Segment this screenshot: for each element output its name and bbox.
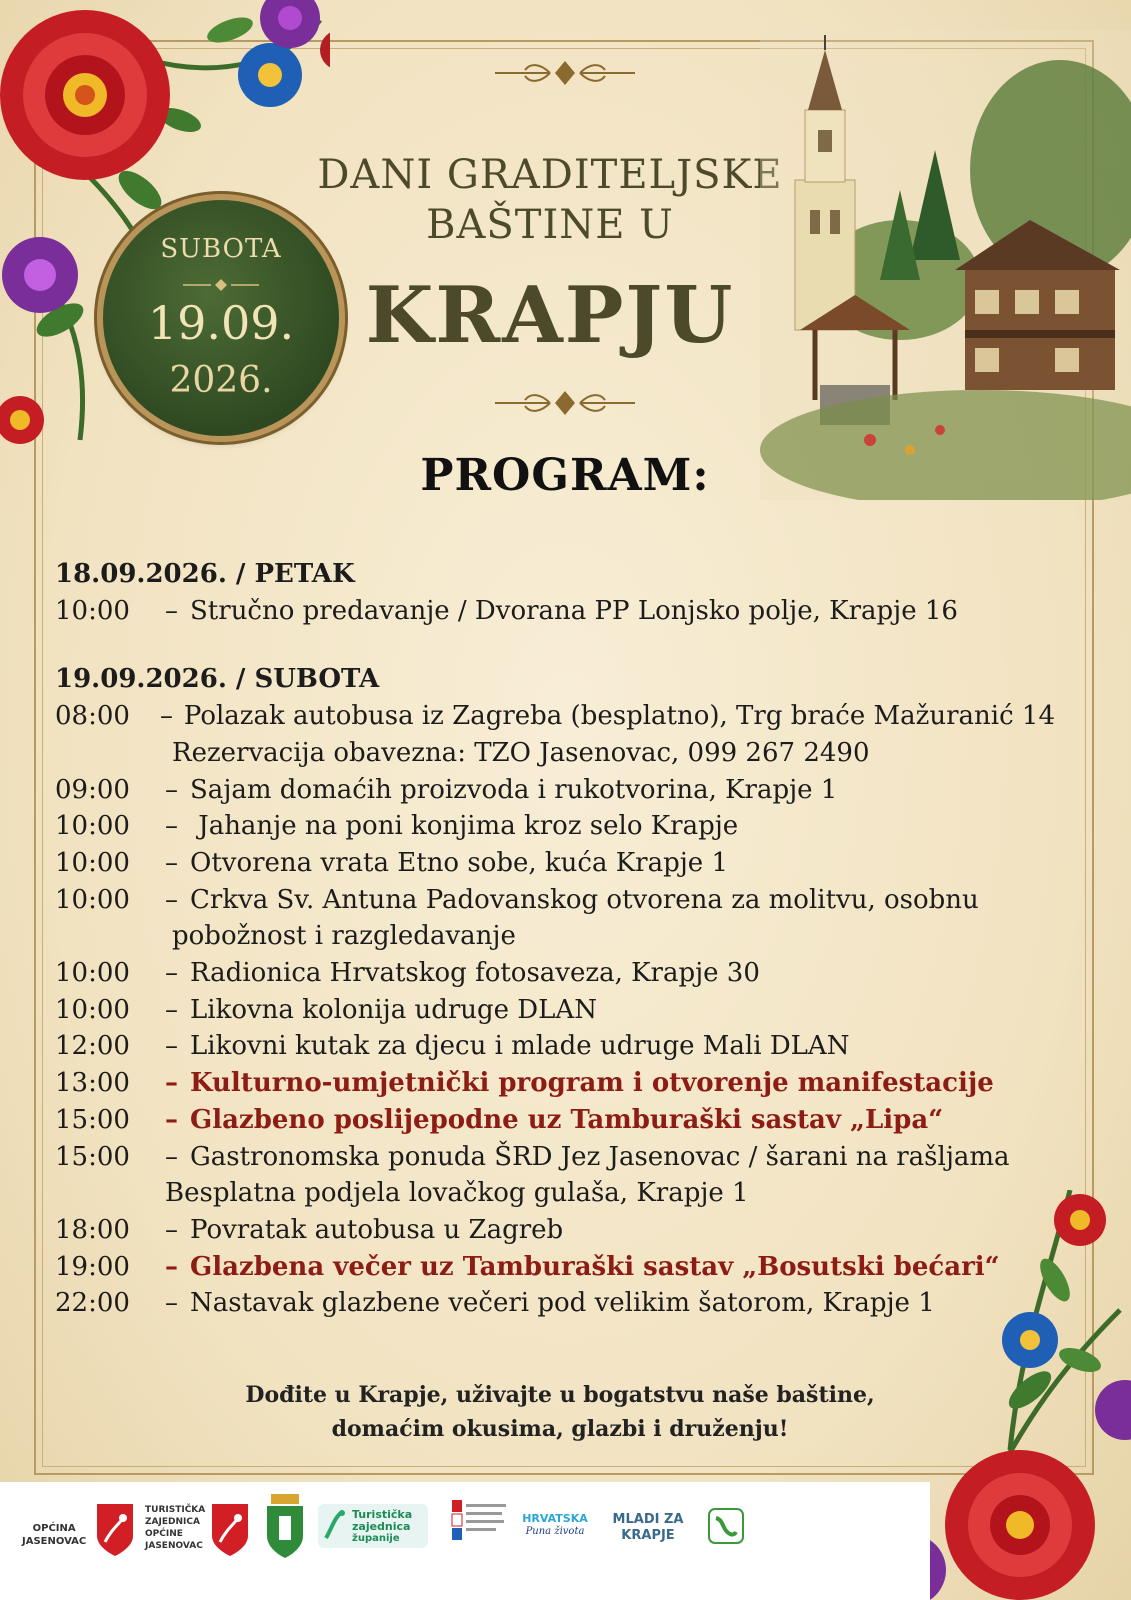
county-coat-of-arms-icon [265, 1492, 305, 1562]
item-separator: – [165, 847, 178, 878]
item-time: 10:00 [55, 884, 130, 915]
closing-line2: domaćim okusima, glazbi i druženju! [331, 1416, 789, 1442]
item-time: 22:00 [55, 1288, 130, 1319]
item-text: Glazbeno poslijepodne uz Tamburaški sastav „Lipa“ [190, 1104, 944, 1135]
schedule-item [55, 992, 1055, 1029]
item-text: Gastronomska ponuda ŠRD Jez Jasenovac / šarani na rašljama [190, 1141, 1010, 1172]
item-time: 19:00 [55, 1251, 130, 1282]
item-text: Sajam domaćih proizvoda i rukotvorina, Krapje 1 [190, 774, 838, 805]
item-separator: – [165, 1068, 178, 1099]
item-text: Stručno predavanje / Dvorana PP Lonjsko polje, Krapje 16 [190, 595, 958, 626]
item-time: 12:00 [55, 1031, 130, 1062]
item-text-continued: Rezervacija obavezna: TZO Jasenovac, 099 267 2490 [172, 737, 870, 768]
item-time: 10:00 [55, 958, 130, 989]
jasenovac-coat-of-arms-icon [95, 1502, 135, 1558]
day-heading: 18.09.2026. / PETAK [55, 559, 355, 589]
logo-hrvatska: HRVATSKA Puna života [522, 1512, 588, 1537]
item-text: Otvorena vrata Etno sobe, kuća Krapje 1 [190, 847, 728, 878]
item-text: Polazak autobusa iz Zagreba (besplatno), Trg braće Mažuranić 14 [183, 701, 1055, 732]
item-time: 15:00 [55, 1104, 130, 1135]
badge-day: SUBOTA [160, 234, 282, 264]
closing-message [200, 1378, 920, 1446]
schedule-item [55, 808, 1055, 845]
item-time: 15:00 [55, 1141, 130, 1172]
item-separator: – [165, 811, 178, 842]
item-text: Radionica Hrvatskog fotosaveza, Krapje 30 [190, 958, 760, 989]
badge-ornament [181, 278, 261, 292]
item-separator: – [165, 884, 178, 915]
item-separator: – [165, 994, 178, 1025]
item-separator: – [160, 701, 174, 732]
event-title-line2: BAŠTINE U [426, 202, 674, 248]
item-separator: – [165, 958, 178, 989]
tz-coat-of-arms-icon [210, 1502, 250, 1558]
village-scene-illustration [760, 30, 1131, 500]
item-separator: – [165, 1031, 178, 1062]
item-text-continued: pobožnost i razgledavanje [172, 921, 516, 952]
ornament-top [490, 58, 640, 88]
item-text: Crkva Sv. Antuna Padovanskog otvorena za molitvu, osobnu [190, 884, 979, 915]
park-logo-icon [708, 1508, 744, 1544]
item-time: 09:00 [55, 774, 130, 805]
schedule-item [55, 845, 1055, 882]
program-heading: PROGRAM: [420, 450, 710, 501]
ministry-logo-icon [450, 1500, 510, 1556]
date-badge [103, 200, 339, 436]
logo-opcina-jasenovac: OPĆINA JASENOVAC [22, 1523, 87, 1547]
stork-icon [322, 1508, 348, 1544]
item-text: Glazbena večer uz Tamburaški sastav „Bosutski bećari“ [190, 1251, 1000, 1282]
schedule-item [55, 698, 1055, 735]
item-separator: – [165, 1104, 178, 1135]
event-title-main: KRAPJU [365, 270, 735, 361]
schedule-item [55, 593, 1055, 630]
item-time: 10:00 [55, 595, 130, 626]
item-separator: – [165, 1141, 178, 1172]
logo-tz-jasenovac: TURISTIČKA ZAJEDNICA OPĆINE JASENOVAC [145, 1505, 206, 1551]
item-time: 08:00 [55, 701, 130, 732]
schedule-item-highlighted [55, 1102, 1055, 1139]
schedule-item [55, 772, 1055, 809]
item-separator: – [165, 595, 178, 626]
item-text: Kulturno-umjetnički program i otvorenje manifestacije [190, 1068, 994, 1099]
item-separator: – [165, 1288, 178, 1319]
ornament-middle [490, 388, 640, 418]
item-time: 10:00 [55, 994, 130, 1025]
item-text: Jahanje na poni konjima kroz selo Krapje [190, 811, 739, 842]
item-text: Povratak autobusa u Zagreb [190, 1214, 564, 1245]
item-text-continued: Besplatna podjela lovačkog gulaša, Krapje 1 [165, 1178, 749, 1209]
sponsor-logos-bar [0, 1482, 930, 1600]
item-separator: – [165, 774, 178, 805]
event-title [295, 150, 805, 250]
schedule-item [55, 955, 1055, 992]
item-text: Likovna kolonija udruge DLAN [190, 994, 597, 1025]
badge-year: 2026. [169, 360, 273, 401]
event-title-line1: DANI GRADITELJSKE [317, 152, 783, 198]
item-separator: – [165, 1251, 178, 1282]
schedule-item [55, 1028, 1055, 1065]
item-separator: – [165, 1214, 178, 1245]
schedule-item [55, 1139, 1055, 1176]
badge-date: 19.09. [147, 296, 295, 350]
logo-mladi-za-krapje: MLADI ZA KRAPJE [612, 1512, 684, 1543]
schedule-item-highlighted [55, 1065, 1055, 1102]
item-time: 18:00 [55, 1214, 130, 1245]
item-text: Likovni kutak za djecu i mlade udruge Mali DLAN [190, 1031, 850, 1062]
logo-tz-zupanije: Turistička zajednica županije [318, 1504, 428, 1548]
day-heading: 19.09.2026. / SUBOTA [55, 664, 380, 695]
item-time: 10:00 [55, 847, 130, 878]
schedule-item [55, 882, 1055, 919]
item-text: Nastavak glazbene večeri pod velikim šatorom, Krapje 1 [190, 1288, 935, 1319]
closing-line1: Dođite u Krapje, uživajte u bogatstvu naše baštine, [245, 1382, 875, 1408]
item-time: 13:00 [55, 1068, 130, 1099]
item-time: 10:00 [55, 811, 130, 842]
